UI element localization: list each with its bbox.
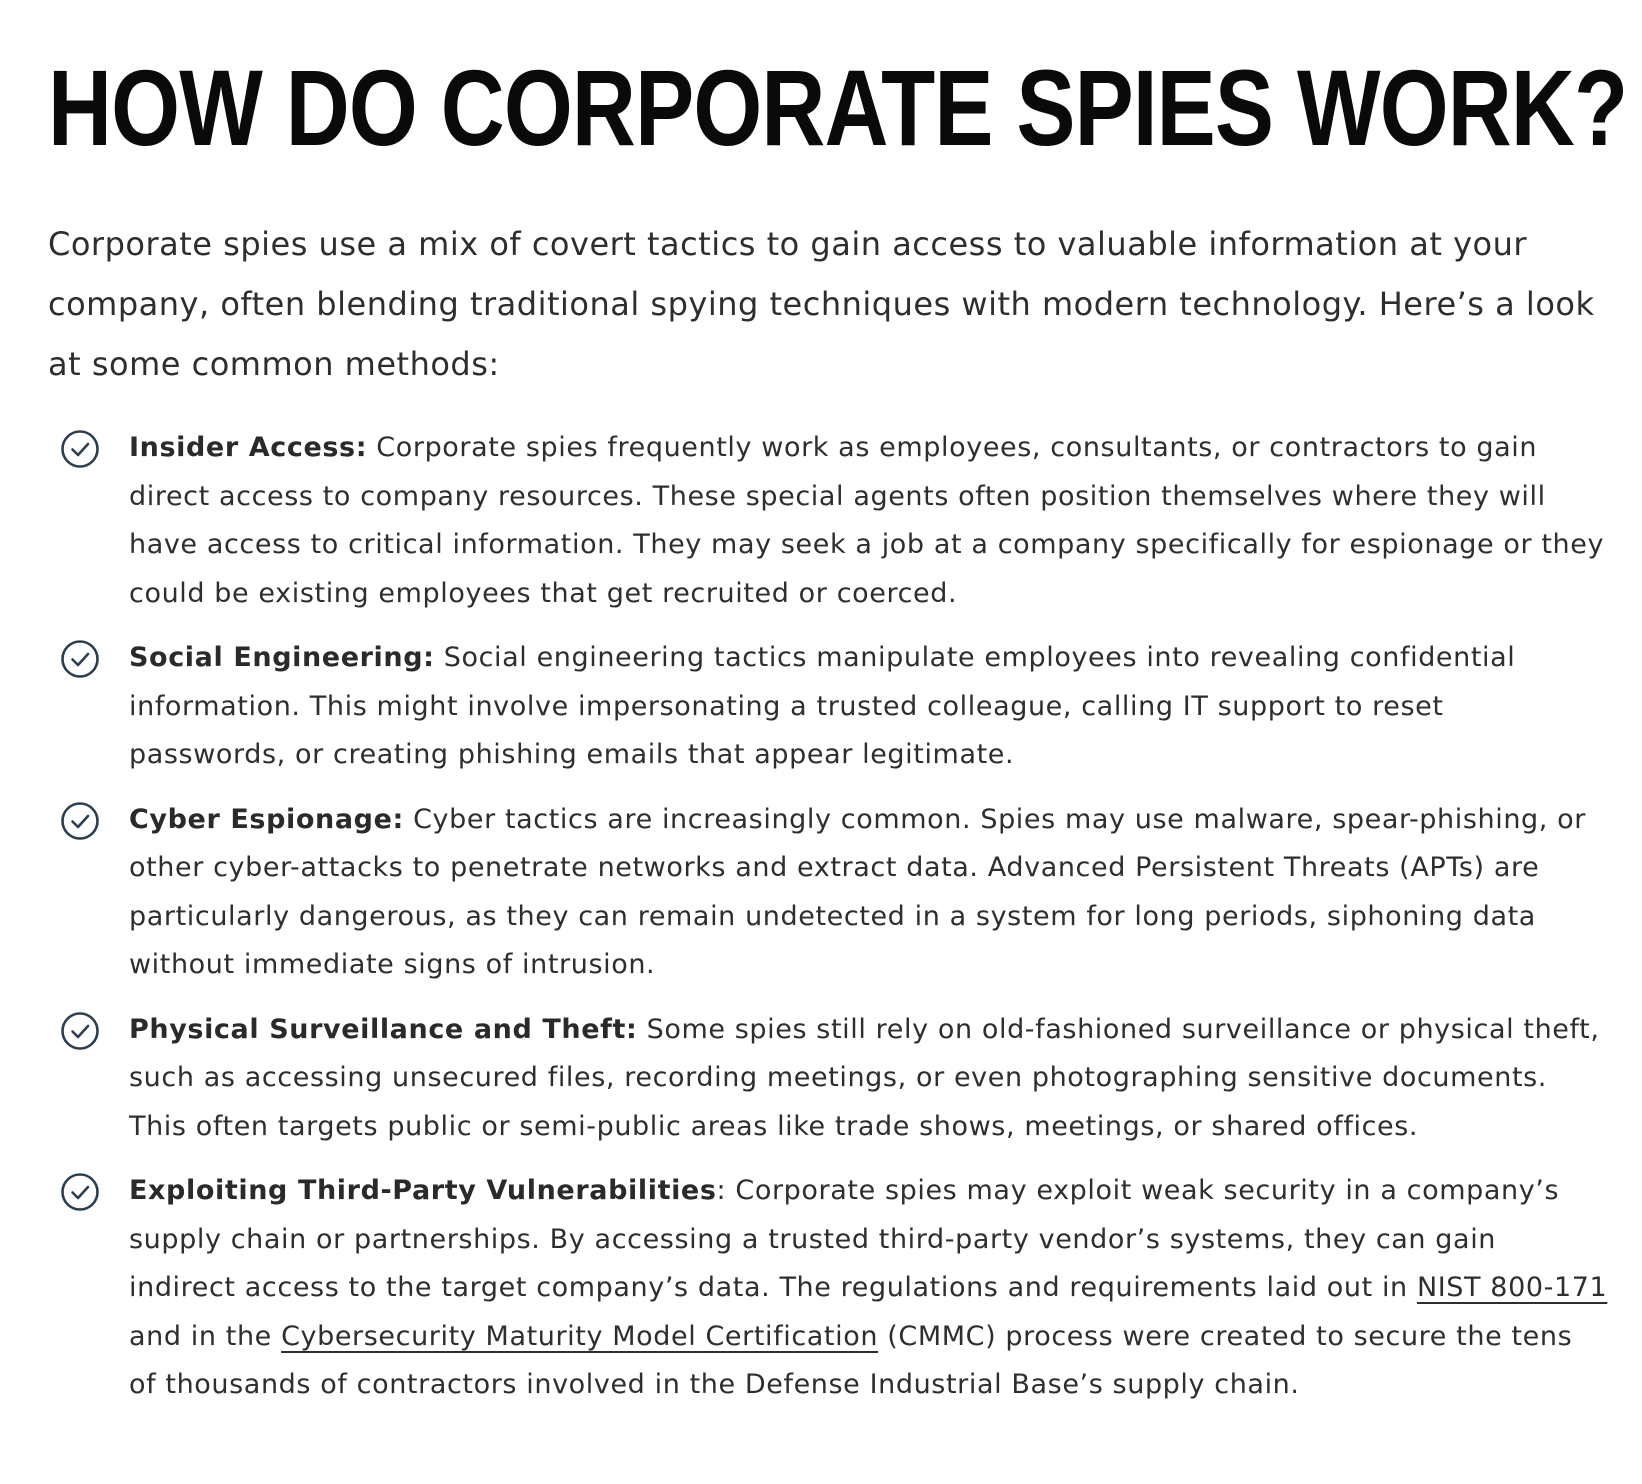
method-description-part: : Corporate spies may exploit weak security in a company’s supply chain or partnerships. By accessing a trusted third-party vendor’s systems, they can gain indirect access to the target company’s data. The regulations and requirements laid out in (129, 1175, 1560, 1303)
list-item (48, 1167, 1608, 1410)
list-item (48, 424, 1608, 618)
method-description: Some spies still rely on old-fashioned surveillance or physical theft, such as accessing unsecured files, recording meetings, or even photographing sensitive documents. This often targets public or semi-public areas like trade shows, meetings, or shared offices. (129, 1013, 1600, 1142)
method-description: Corporate spies frequently work as employees, consultants, or contractors to gain direct access to company resources. These special agents often position themselves where they will have access to critical information. They may seek a job at a company specifically for espionage or they could be existing employees that get recruited or coerced. (129, 432, 1605, 609)
method-title: Social Engineering: (129, 642, 435, 673)
method-description: Social engineering tactics manipulate employees into revealing confidential information. This might involve impersonating a trusted colleague, calling IT support to reset passwords, or creating phishing emails that appear legitimate. (129, 642, 1516, 770)
method-title: Exploiting Third-Party Vulnerabilities (129, 1175, 717, 1206)
method-title: Insider Access: (129, 432, 368, 463)
cmmc-link[interactable]: Cybersecurity Maturity Model Certification (281, 1320, 879, 1352)
method-description-part: and in the (129, 1320, 282, 1352)
check-circle-icon (60, 1011, 100, 1051)
method-title: Physical Surveillance and Theft: (129, 1013, 638, 1045)
nist-800-171-link[interactable]: NIST 800-171 (1416, 1272, 1608, 1303)
check-circle-icon (60, 429, 100, 469)
check-circle-icon (60, 1172, 100, 1212)
check-circle-icon (60, 639, 100, 679)
method-description: Cyber tactics are increasingly common. Spies may use malware, spear-phishing, or other cyber-attacks to penetrate networks and extract data. Advanced Persistent Threats (APTs) are particularly dangerous, as they can remain undetected in a system for long periods, siphoning data without immediate signs of intrusion. (129, 803, 1586, 980)
list-item (48, 634, 1608, 780)
page-title: HOW DO CORPORATE SPIES WORK? (48, 47, 1628, 168)
check-circle-icon (60, 801, 100, 841)
method-title: Cyber Espionage: (129, 803, 404, 835)
list-item (48, 1006, 1608, 1152)
list-item (48, 796, 1608, 990)
intro-paragraph: Corporate spies use a mix of covert tactics to gain access to valuable information at your company, often blending traditional spying techniques with modern technology. Here’s a look at some common methods: (48, 225, 1595, 383)
method-description-part: (CMMC) process were created to secure the tens of thousands of contractors involved in the Defense Industrial Base’s supply chain. (129, 1320, 1573, 1400)
methods-list (48, 424, 1608, 1426)
